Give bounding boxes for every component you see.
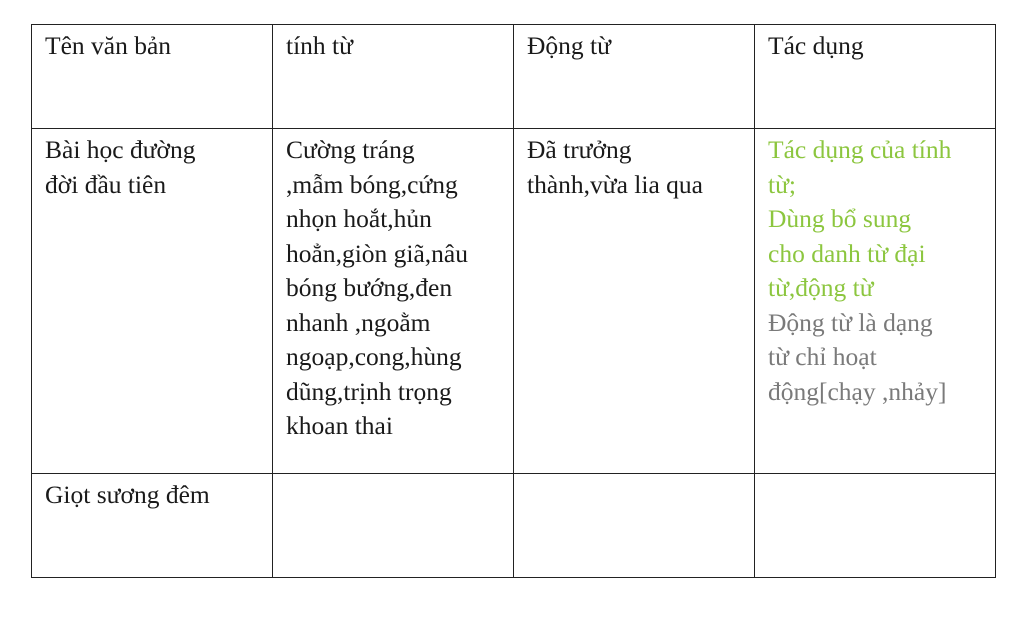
cell-line: Đã trưởng: [527, 135, 632, 164]
cell-verbs-empty: [514, 474, 755, 578]
header-cell-verb: Động từ: [514, 25, 755, 129]
effect-line-gray: từ chỉ hoạt: [768, 342, 877, 371]
table-row: [32, 129, 996, 474]
cell-line: ,mẫm bóng,cứng: [286, 169, 458, 199]
effect-line-green: Tác dụng của tính: [768, 135, 952, 164]
cell-verbs: [514, 129, 755, 474]
cell-effect-empty: [755, 474, 996, 578]
header-cell-adjective: tính từ: [273, 25, 514, 129]
cell-text-name: [32, 129, 273, 474]
effect-line-gray: động[chạy ,nhảy]: [768, 376, 947, 406]
cell-adjectives-empty: [273, 474, 514, 578]
cell-line: đời đầu tiên: [45, 169, 167, 199]
effect-line-green: Dùng bổ sung: [768, 204, 912, 233]
cell-line: hoẳn,giòn giã,nâu: [286, 238, 468, 268]
cell-line: thành,vừa lia qua: [527, 169, 703, 199]
cell-text-name: [32, 474, 273, 578]
cell-effect: [755, 129, 996, 474]
effect-line-gray: Động từ là dạng: [768, 307, 933, 337]
cell-line: bóng bướng,đen: [286, 273, 453, 302]
cell-line: Bài học đường: [45, 135, 196, 164]
header-cell-text-name: Tên văn bản: [32, 25, 273, 129]
table-row: [32, 474, 996, 578]
cell-line: dũng,trịnh trọng: [286, 376, 452, 406]
cell-line: khoan thai: [286, 411, 393, 440]
cell-line: ngoạp,cong,hùng: [286, 342, 462, 371]
table-header-row: [32, 25, 996, 129]
cell-line: Giọt sương đêm: [45, 480, 210, 509]
cell-line: Cường tráng: [286, 135, 415, 164]
effect-line-green: từ;: [768, 169, 796, 199]
cell-line: nhọn hoắt,hủn: [286, 204, 432, 233]
literature-table: [31, 24, 996, 578]
effect-line-green: từ,động từ: [768, 273, 874, 302]
effect-line-green: cho danh từ đại: [768, 238, 926, 268]
header-cell-effect: Tác dụng: [755, 25, 996, 129]
cell-line: nhanh ,ngoằm: [286, 307, 431, 337]
cell-adjectives: [273, 129, 514, 474]
